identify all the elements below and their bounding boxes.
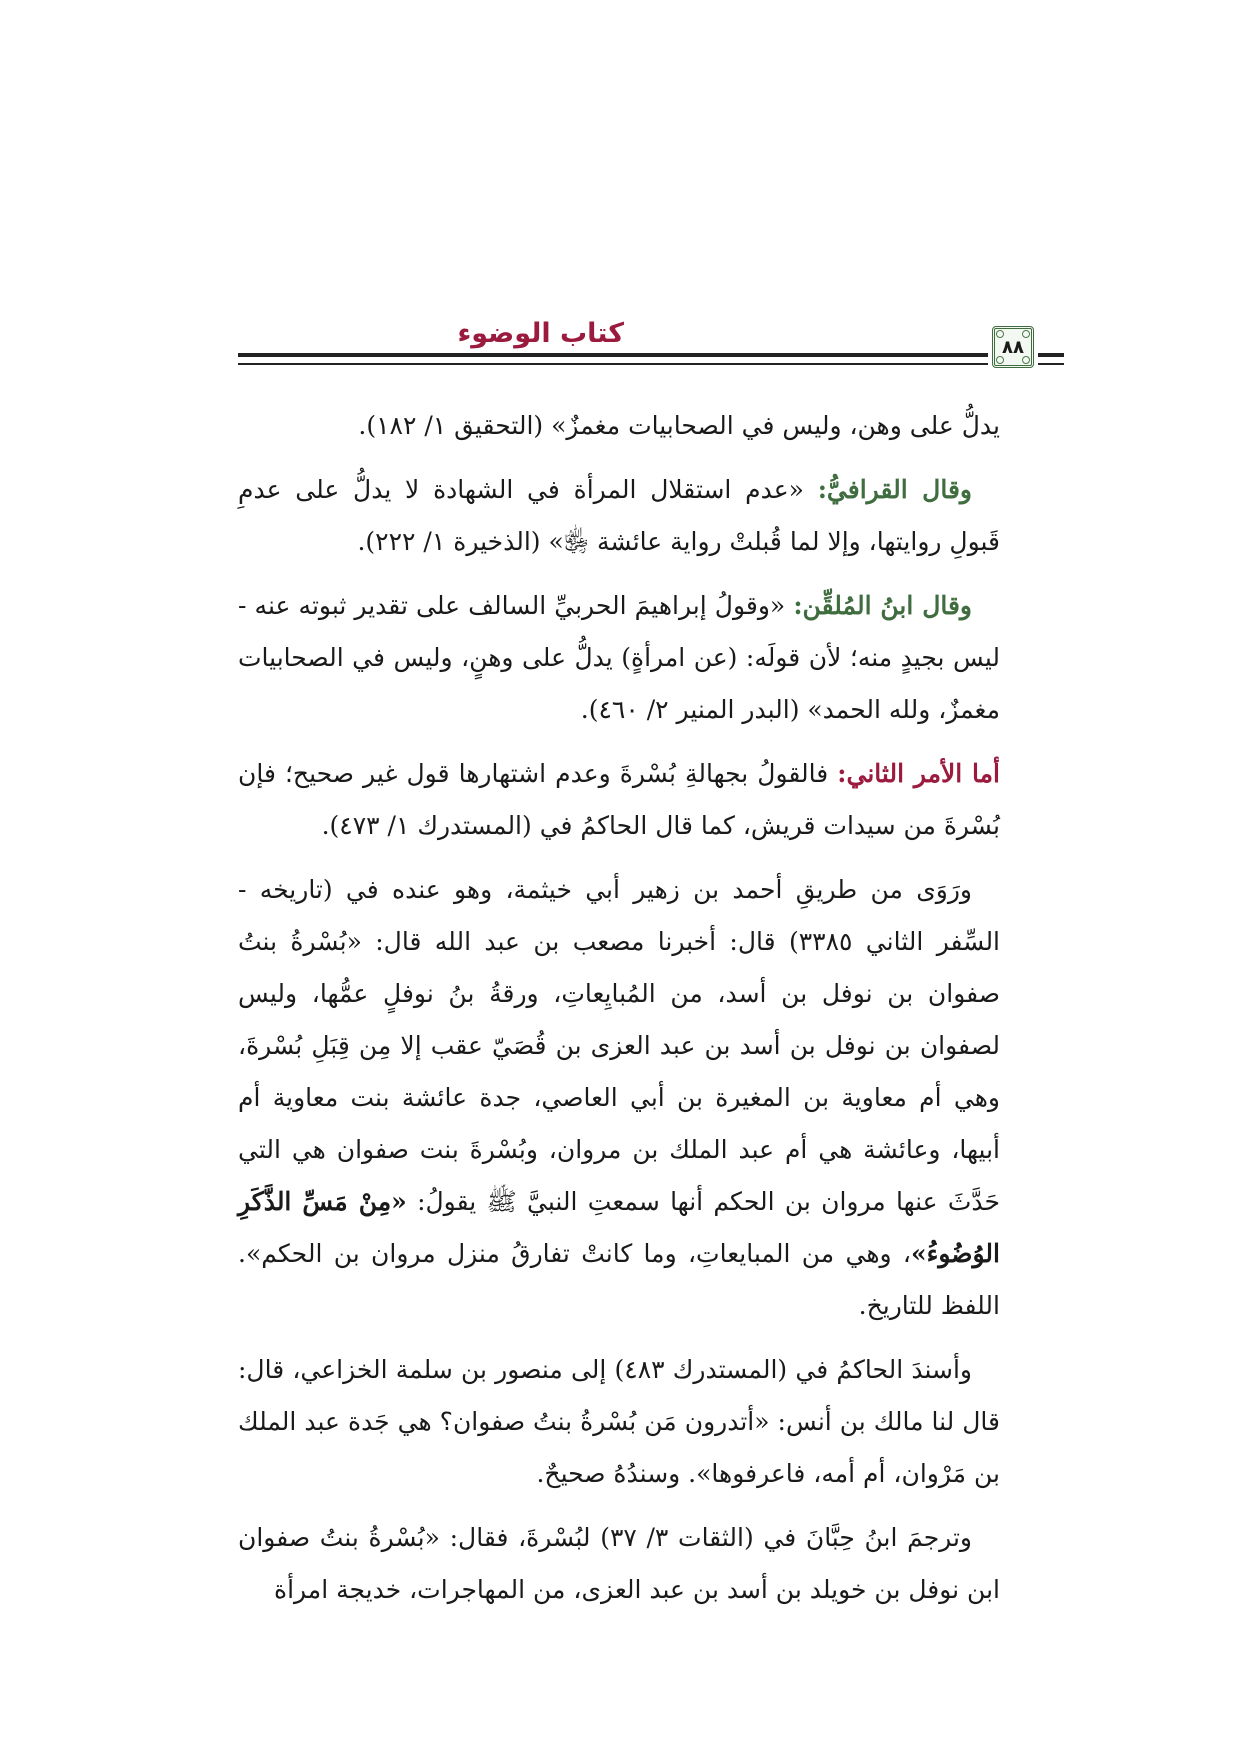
paragraph-text: فالقولُ بجهالةِ بُسْرةَ وعدم اشتهارها قول غير صحيح؛ فإن بُسْرةَ من سيدات قريش، كما قال الحاكمُ في (المستدرك ١/ ٤٧٣). — [238, 759, 1000, 840]
paragraph-continuation — [238, 400, 1000, 452]
paragraph-text: «وقولُ إبراهيمَ الحربيِّ السالف على تقدير ثبوته عنه - ليس بجيدٍ منه؛ لأن قولَه: (عن امرأةٍ) يدلُّ على وهنٍ، وليس في الصحابيات مغمزٌ، ولله الحمد» (البدر المنير ٢/ ٤٦٠). — [238, 591, 1000, 724]
paragraph-second-matter — [238, 748, 1000, 852]
paragraph-ibn-abi-khaythama — [238, 864, 1000, 1332]
hadith-quote: «مِنْ مَسِّ الذَّكَرِ الوُضُوءُ» — [238, 1187, 1000, 1268]
paragraph-text: وأسندَ الحاكمُ في (المستدرك ٤٨٣) إلى منصور بن سلمة الخزاعي، قال: قال لنا مالك بن أنس: «أتدرون مَن بُسْرةُ بنتُ صفوان؟ هي جَدة عبد الملك بن مَرْوان، أم أمه، فاعرفوها». وسندُهُ صحيحٌ. — [238, 1355, 1000, 1488]
section-label: أما الأمر الثاني: — [837, 759, 1001, 788]
paragraph-ibn-hibban — [238, 1512, 1000, 1616]
paragraph-ibn-mulaqqin — [238, 580, 1000, 736]
running-header — [238, 318, 1064, 386]
paragraph-text: «عدم استقلال المرأة في الشهادة لا يدلُّ على عدمِ قَبولِ روايتها، وإلا لما قُبلتْ رواية عائشة ﵂» (الذخيرة ١/ ٢٢٢). — [238, 475, 1000, 556]
paragraph-text: ورَوَى من طريقِ أحمد بن زهير أبي خيثمة، وهو عنده في (تاريخه - السِّفر الثاني ٣٣٨٥) قال: أخبرنا مصعب بن عبد الله قال: «بُسْرةُ بنتُ صفوان بن نوفل بن أسد، من المُبايِعاتِ، ورقةُ بنُ نوفلٍ عمُّها، وليس لصفوان بن نوفل بن أسد بن عبد العزى بن قُصَيّ عقب إلا مِن قِبَلِ بُسْرةَ، وهي أم معاوية بن المغيرة بن أبي العاصي، جدة عائشة بنت معاوية أم أبيها، وعائشة هي أم عبد الملك بن مروان، وبُسْرةَ بنت صفوان هي التي حَدَّثَ عنها مروان بن الحكم أنها سمعتِ النبيَّ ﷺ يقولُ: — [238, 875, 1001, 1216]
paragraph-qarafi — [238, 464, 1000, 568]
header-rule-thick — [238, 353, 988, 357]
speaker-label: وقال القرافيُّ: — [817, 475, 972, 504]
page-body — [238, 400, 1000, 1628]
page-number: ٨٨ — [1002, 337, 1024, 358]
header-rule-thin — [238, 363, 988, 365]
book-title: كتاب الوضوء — [457, 318, 624, 349]
header-rule-thick-right — [1038, 353, 1064, 357]
paragraph-text: ، وهي من المبايعاتِ، وما كانتْ تفارقُ منزل مروان بن الحكم». اللفظ للتاريخ. — [238, 1239, 1000, 1320]
paragraph-text: وترجمَ ابنُ حِبَّانَ في (الثقات ٣/ ٣٧) لبُسْرةَ، فقال: «بُسْرةُ بنتُ صفوان ابن نوفل بن خويلد بن أسد بن عبد العزى، من المهاجرات، خديجة امرأة — [238, 1523, 1000, 1604]
paragraph-text: يدلُّ على وهن، وليس في الصحابيات مغمزٌ» (التحقيق ١/ ١٨٢). — [358, 411, 1000, 440]
header-rule-thin-right — [1038, 363, 1064, 365]
paragraph-hakim — [238, 1344, 1000, 1500]
speaker-label: وقال ابنُ المُلقِّن: — [793, 591, 972, 620]
page-number-badge — [992, 326, 1034, 368]
